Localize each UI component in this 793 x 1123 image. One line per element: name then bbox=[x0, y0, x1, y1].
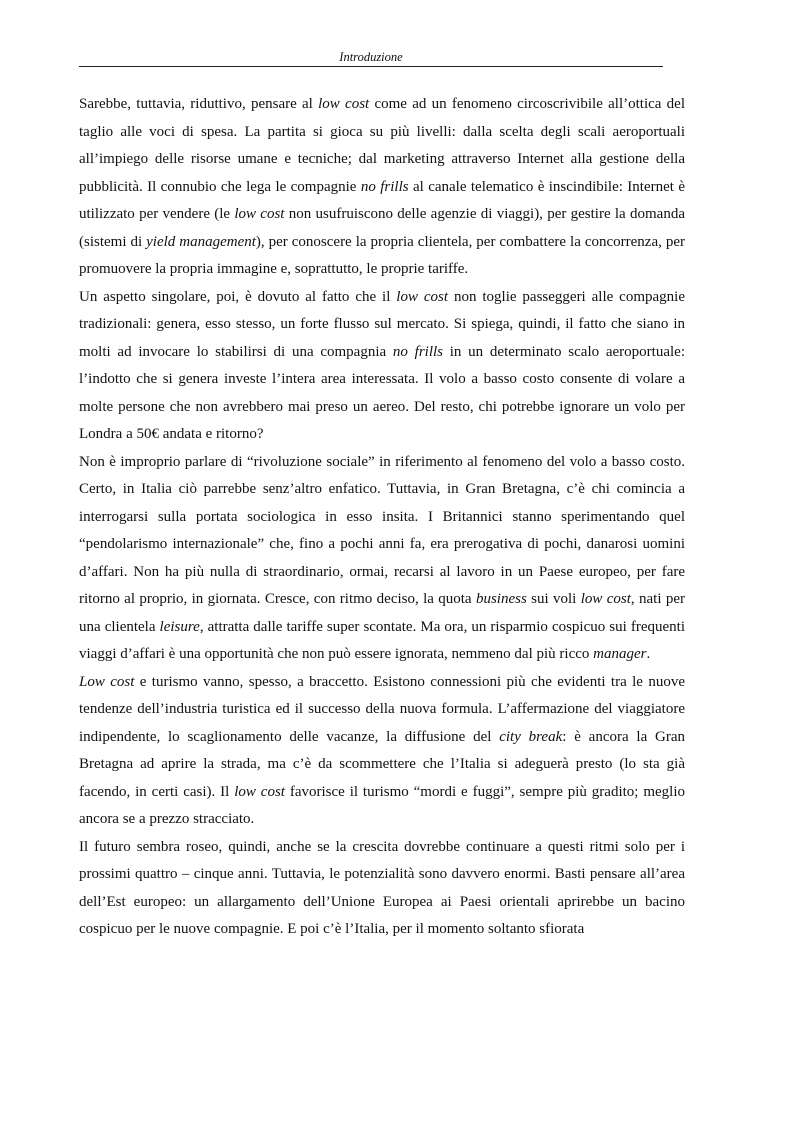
text-run: al canale telematico è inscindibile: Internet è utilizzato per vendere (le bbox=[79, 178, 685, 222]
text-run: , attratta dalle tariffe super scontate. Ma ora, un risparmio cospicuo sui frequenti viaggi d’affari è una opportunità che non può essere ignorata, nemmeno dal più ricco bbox=[79, 618, 685, 662]
italic-term: manager bbox=[593, 646, 647, 662]
body-text bbox=[79, 91, 685, 944]
italic-term: city break bbox=[499, 728, 563, 745]
paragraph bbox=[79, 91, 685, 284]
paragraph bbox=[79, 449, 685, 669]
italic-term: no frills bbox=[392, 343, 443, 360]
text-run: non toglie passeggeri alle compagnie tradizionali: genera, esso stesso, un forte flusso sul mercato. Si spiega, quindi, il fatto che siano in molti ad invocare lo stabilirsi di una compagnia bbox=[79, 288, 685, 360]
italic-term: low cost bbox=[318, 96, 370, 112]
paragraph bbox=[79, 669, 685, 834]
header-title: Introduzione bbox=[339, 50, 403, 64]
italic-term: no frills bbox=[360, 178, 409, 195]
text-run: Sarebbe, tuttavia, riduttivo, pensare al bbox=[79, 96, 319, 112]
text-run: Il futuro sembra roseo, quindi, anche se la crescita dovrebbe continuare a questi ritmi solo per i prossimi quattro – cinque anni. Tuttavia, le potenzialità sono davvero enormi. Basti pensare all’area dell’Est europeo: un allargamento dell’Unione Europea ai Paesi orientali aprirebbe un bacino cospicuo per le nuove compagnie. E poi c’è l’Italia, per il momento soltanto sfiorata bbox=[79, 838, 685, 937]
paragraph bbox=[79, 284, 685, 449]
italic-term: leisure bbox=[159, 618, 200, 635]
italic-term: yield management bbox=[146, 233, 256, 250]
text-run: : è ancora la Gran Bretagna ad aprire la strada, ma c’è da scommettere che l’Italia si adeguerà presto (lo sta già facendo, in certi casi). Il bbox=[79, 728, 686, 800]
text-run: come ad un fenomeno circoscrivibile all’ottica del taglio alle voci di spesa. La partita si gioca su più livelli: dalla scelta degli scali aeroportuali all’impiego delle risorse umane e tecniche; dal marketing attraverso Internet alla gestione della pubblicità. Il connubio che lega le compagnie bbox=[79, 96, 686, 195]
italic-term: low cost bbox=[580, 591, 631, 607]
text-run: , nati per una clientela bbox=[79, 591, 686, 635]
italic-term: low cost bbox=[396, 288, 449, 305]
italic-term: low cost bbox=[234, 783, 285, 800]
text-run: sui voli bbox=[526, 591, 581, 607]
text-run: Non è improprio parlare di “rivoluzione sociale” in riferimento al fenomeno del volo a basso costo. Certo, in Italia ciò parrebbe senz’altro enfatico. Tuttavia, in Gran Bretagna, c’è chi comincia a interrogarsi sulla portata sociologica in esso insita. I Britannici stanno sperimentando quel “pendolarismo internazionale” che, fino a pochi anni fa, era prerogativa di pochi, danarosi uomini d’affari. Non ha più nulla di straordinario, ormai, recarsi al lavoro in un Paese europeo, per fare ritorno al proprio, in giornata. Cresce, con ritmo deciso, la quota bbox=[79, 453, 685, 607]
paragraph bbox=[79, 834, 685, 944]
text-run: in un determinato scalo aeroportuale: l’indotto che si genera investe l’intera area interessata. Il volo a basso costo consente di volare a molte persone che non avrebbero mai preso un aereo. Del resto, chi potrebbe ignorare un volo per Londra a 50€ andata e ritorno? bbox=[79, 343, 685, 442]
page-header bbox=[79, 48, 663, 67]
italic-term: business bbox=[475, 591, 527, 607]
italic-term: low cost bbox=[234, 206, 285, 222]
text-run: . bbox=[646, 646, 651, 662]
text-run: e turismo vanno, spesso, a braccetto. Esistono connessioni più che evidenti tra le nuove tendenze dell’industria turistica ed il successo della nuova formula. L’affermazione del viaggiatore indipendente, lo scaglionamento delle vacanze, la diffusione del bbox=[79, 673, 685, 745]
text-run: Un aspetto singolare, poi, è dovuto al fatto che il bbox=[79, 288, 397, 305]
text-run: non usufruiscono delle agenzie di viaggi), per gestire la domanda (sistemi di bbox=[79, 206, 685, 250]
italic-term: Low cost bbox=[79, 673, 135, 690]
text-run: ), per conoscere la propria clientela, per combattere la concorrenza, per promuovere la propria immagine e, soprattutto, le proprie tariffe. bbox=[79, 233, 685, 277]
text-run: favorisce il turismo “mordi e fuggi”, sempre più gradito; meglio ancora se a prezzo stracciato. bbox=[79, 783, 686, 827]
